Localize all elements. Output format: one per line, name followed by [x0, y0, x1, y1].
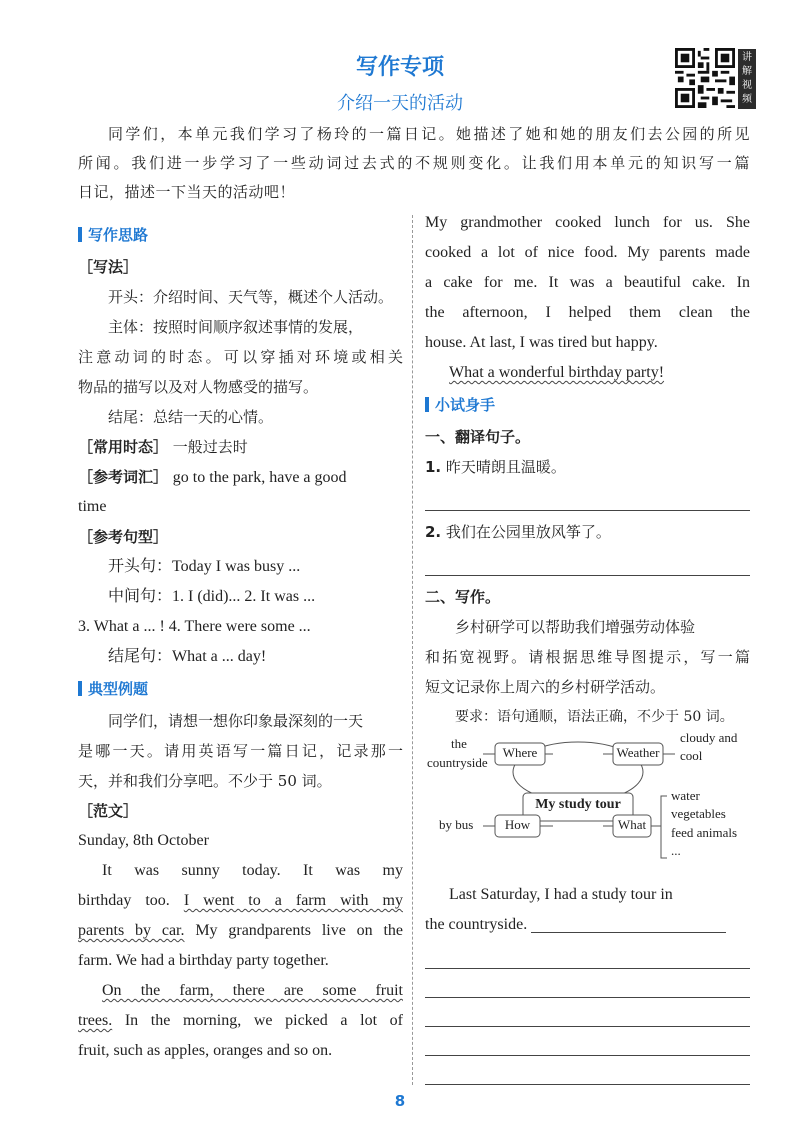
method-line: 开头：介绍时间、天气等，概述个人活动。: [108, 288, 394, 306]
task-line: 和拓宽视野。请根据思维导图提示，写一篇: [425, 648, 750, 666]
question-text: 昨天晴朗且温暖。: [445, 458, 566, 476]
section-bar-icon: [78, 227, 82, 242]
writing-line[interactable]: [425, 1027, 750, 1056]
essay-highlight: What a wonderful birthday party!: [449, 364, 665, 381]
essay-highlight: I went to a farm with my: [183, 892, 403, 909]
what-box: What: [617, 817, 647, 832]
essay-line: It was sunny today. It was my: [102, 862, 403, 879]
essay-line: farm. We had a birthday party together.: [78, 952, 329, 969]
essay-date: Sunday, 8th October: [78, 832, 209, 849]
how-box: How: [504, 817, 531, 832]
intro-line-1: 同学们，本单元我们学习了杨玲的一篇日记。她描述了她和她的朋友们去公园的所见: [108, 125, 750, 143]
essay-line: house. At last, I was tired but happy.: [425, 334, 658, 351]
pattern-label: ［参考句型］: [78, 528, 169, 546]
page-title: 写作专项: [355, 55, 444, 80]
weather-box: Weather: [616, 745, 660, 760]
video-explanation-label[interactable]: 讲解视频: [738, 49, 756, 109]
mind-map-center: My study tour: [535, 797, 621, 812]
method-line: 结尾：总结一天的心情。: [108, 408, 274, 426]
task-line: 短文记录你上周六的乡村研学活动。: [425, 678, 666, 696]
start-line-2: the countryside.: [425, 916, 528, 933]
section-writing-ideas: [78, 218, 403, 252]
essay-line: fruit, such as apples, oranges and so on.: [78, 1042, 333, 1059]
essay-highlight: On the farm, there are some fruit: [102, 982, 403, 999]
writing-line[interactable]: [425, 1056, 750, 1085]
right-column: [425, 208, 750, 1085]
intro-paragraph: [78, 120, 750, 207]
essay-highlight: trees.: [78, 1012, 113, 1029]
essay-line: the afternoon, I helped them clean the: [425, 304, 750, 321]
section-example: [78, 672, 403, 706]
requirement: 要求：语句通顺，语法正确，不少于 50 词。: [455, 709, 734, 725]
where-box: Where: [502, 745, 538, 760]
essay-text: In the morning, we picked a lot of: [112, 1012, 403, 1029]
where-answer-2: countryside: [427, 755, 488, 770]
example-line: 天，并和我们分享吧。不少于 50 词。: [78, 772, 332, 790]
how-answer: by bus: [439, 817, 474, 832]
weather-answer-2: cool: [680, 748, 703, 763]
method-line: 主体：按照时间顺序叙述事情的发展，: [108, 318, 364, 336]
essay-text: birthday too.: [78, 892, 184, 909]
answer-line-2[interactable]: [425, 547, 750, 576]
section-practice: [425, 388, 750, 422]
part1-title: 一、翻译句子。: [425, 428, 531, 446]
part2-title: 二、写作。: [425, 588, 501, 606]
column-divider: [412, 215, 413, 1085]
section-title: 小试身手: [435, 396, 496, 414]
start-line-1: Last Saturday, I had a study tour in: [449, 886, 673, 903]
question-text: 我们在公园里放风筝了。: [445, 523, 611, 541]
left-column: [78, 218, 403, 1066]
question-number: 2.: [425, 523, 442, 541]
section-title: 写作思路: [88, 226, 149, 244]
writing-line[interactable]: [531, 914, 726, 933]
pattern-line: 3. What a ... ! 4. There were some ...: [78, 618, 311, 635]
method-label: ［写法］: [78, 258, 139, 276]
tense-label: ［常用时态］: [78, 438, 169, 456]
answer-line-1[interactable]: [425, 482, 750, 511]
section-bar-icon: [425, 397, 429, 412]
what-item: ...: [671, 843, 681, 858]
page-subtitle: 介绍一天的活动: [337, 93, 463, 114]
pattern-line: 中间句：1. I (did)... 2. It was ...: [108, 588, 316, 605]
essay-highlight: parents by car.: [78, 922, 185, 939]
what-item: feed animals: [671, 825, 738, 840]
example-line: 是哪一天。请用英语写一篇日记，记录那一: [78, 742, 403, 760]
mind-map: [425, 730, 750, 866]
writing-line[interactable]: [425, 940, 750, 969]
pattern-line: 开头句：Today I was busy ...: [108, 558, 301, 575]
intro-line-3: 日记，描述一下当天的活动吧！: [78, 183, 296, 201]
pattern-line: 结尾句：What a ... day!: [108, 648, 267, 665]
qr-code-icon[interactable]: [675, 48, 735, 108]
model-label: ［范文］: [78, 802, 139, 820]
section-bar-icon: [78, 681, 82, 696]
question-number: 1.: [425, 458, 442, 476]
essay-line: My grandmother cooked lunch for us. She: [425, 214, 750, 231]
example-line: 同学们，请想一想你印象最深刻的一天: [108, 712, 364, 730]
essay-line: cooked a lot of nice food. My parents made: [425, 244, 750, 261]
method-line: 物品的描写以及对人物感受的描写。: [78, 378, 319, 396]
what-item: vegetables: [671, 806, 726, 821]
what-item: water: [671, 788, 700, 803]
essay-line: a cake for me. It was a beautiful cake. In: [425, 274, 750, 291]
writing-line[interactable]: [425, 969, 750, 998]
method-line: 注意动词的时态。可以穿插对环境或相关: [78, 348, 403, 366]
weather-answer-1: cloudy and: [680, 730, 738, 745]
writing-line[interactable]: [425, 998, 750, 1027]
vocab-label: ［参考词汇］: [78, 468, 169, 486]
task-line: 乡村研学可以帮助我们增强劳动体验: [455, 618, 696, 636]
section-title: 典型例题: [88, 680, 149, 698]
vocab-value-cont: time: [78, 498, 107, 515]
essay-text: My grandparents live on the: [184, 922, 403, 939]
page-number: 8: [394, 1092, 406, 1110]
where-answer-1: the: [451, 736, 467, 751]
vocab-value: go to the park, have a good: [172, 469, 347, 486]
intro-line-2: 所闻。我们进一步学习了一些动词过去式的不规则变化。让我们用本单元的知识写一篇: [78, 154, 750, 172]
tense-value: 一般过去时: [172, 438, 248, 456]
